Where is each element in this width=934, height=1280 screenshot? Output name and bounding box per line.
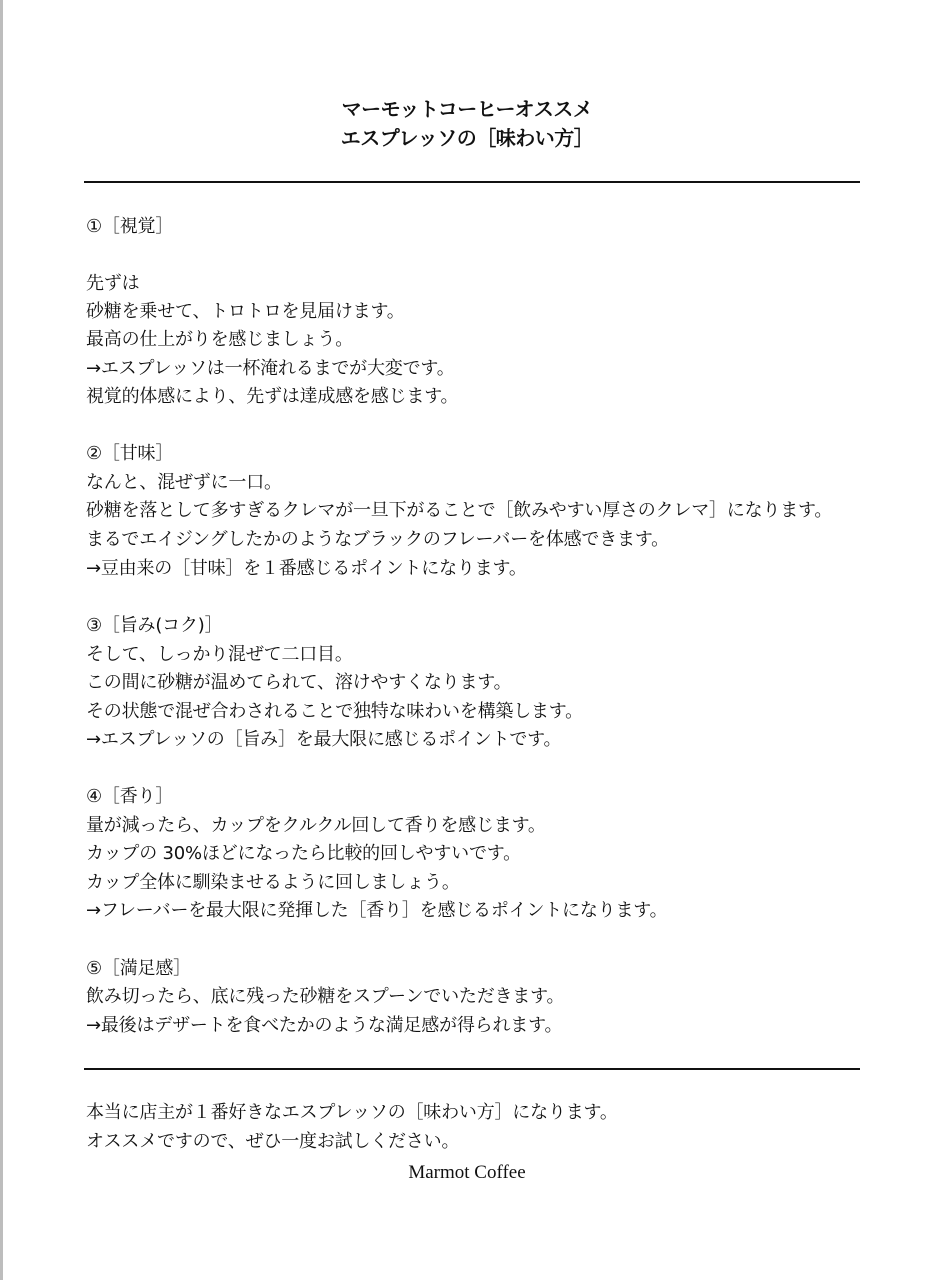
section-1-line: →エスプレッソは一杯淹れるまでが大変です。: [86, 358, 455, 379]
signature: Marmot Coffee: [408, 1162, 526, 1183]
top-divider: [84, 181, 860, 183]
section-3-line: この間に砂糖が温めてられて、溶けやすくなります。: [86, 672, 512, 693]
section-5-line: →最後はデザートを食べたかのような満足感が得られます。: [86, 1015, 563, 1036]
title-line-1: マーモットコーヒーオススメ: [341, 97, 593, 121]
section-2-heading: ②［甘味］: [86, 443, 174, 464]
section-4-line: カップの 30%ほどになったら比較的回しやすいです。: [86, 843, 521, 864]
section-1-heading: ①［視覚］: [86, 216, 174, 237]
section-5-heading: ⑤［満足感］: [86, 958, 191, 979]
section-4-line: 量が減ったら、カップをクルクル回して香りを感じます。: [86, 815, 546, 836]
section-1-line: 最高の仕上がりを感じましょう。: [86, 329, 353, 350]
section-4-line: カップ全体に馴染ませるように回しましょう。: [86, 872, 460, 893]
section-5-line: 飲み切ったら、底に残った砂糖をスプーンでいただきます。: [86, 986, 565, 1007]
footer-line: オススメですので、ぜひ一度お試しください。: [86, 1131, 460, 1152]
section-2-line: →豆由来の［甘味］を１番感じるポイントになります。: [86, 558, 527, 579]
bottom-divider: [84, 1068, 860, 1070]
section-2-line: 砂糖を落として多すぎるクレマが一旦下がることで［飲みやすい厚さのクレマ］になります。: [86, 500, 833, 521]
section-4-line: →フレーバーを最大限に発揮した［香り］を感じるポイントになります。: [86, 900, 668, 921]
section-2-line: なんと、混ぜずに一口。: [86, 472, 282, 493]
footer-line: 本当に店主が１番好きなエスプレッソの［味わい方］になります。: [86, 1102, 618, 1123]
section-3-line: →エスプレッソの［旨み］を最大限に感じるポイントです。: [86, 729, 562, 750]
page-left-edge: [0, 0, 3, 1280]
title-line-2: エスプレッソの［味わい方］: [340, 126, 594, 150]
section-2-line: まるでエイジングしたかのようなブラックのフレーバーを体感できます。: [86, 529, 669, 550]
section-3-line: その状態で混ぜ合わされることで独特な味わいを構築します。: [86, 701, 583, 722]
section-1-line: 先ずは: [86, 273, 140, 294]
section-3-line: そして、しっかり混ぜて二口目。: [86, 644, 353, 665]
section-3-heading: ③［旨み(コク)］: [86, 615, 223, 636]
section-1-line: 視覚的体感により、先ずは達成感を感じます。: [86, 386, 459, 407]
section-1-line: 砂糖を乗せて、トロトロを見届けます。: [86, 301, 405, 322]
section-4-heading: ④［香り］: [86, 786, 174, 807]
